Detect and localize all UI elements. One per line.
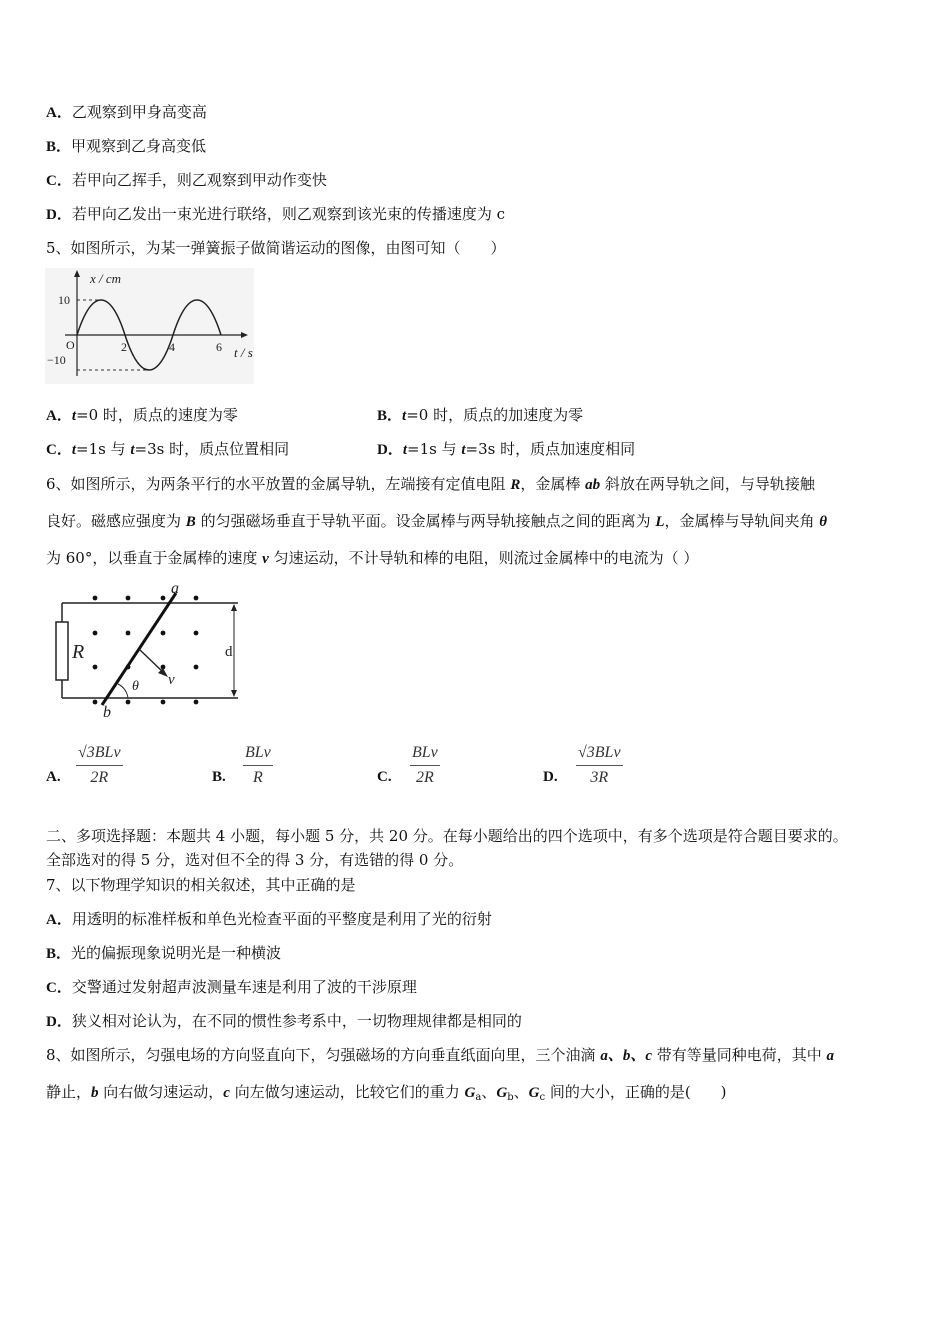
q7-option-a — [46, 909, 492, 930]
q4-option-a — [46, 102, 207, 123]
fraction-numerator: √3BLv — [76, 744, 123, 766]
y-tick-bottom: −10 — [47, 353, 66, 367]
var-t: t — [71, 442, 77, 458]
text: 向左做匀速运动，比较它们的重力 — [229, 1083, 465, 1101]
fraction-denominator: R — [253, 769, 263, 786]
x-tick-6: 6 — [216, 340, 222, 354]
option-letter: A. — [46, 769, 61, 785]
q4-option-b — [46, 136, 206, 157]
var-t: t — [130, 442, 135, 458]
resistor — [56, 622, 68, 680]
var-abc: a、b、c — [600, 1048, 652, 1064]
velocity-label: v — [168, 672, 175, 688]
x-tick-4: 4 — [169, 340, 175, 354]
option-letter: D． — [46, 1014, 72, 1030]
y-tick-top: 10 — [58, 293, 70, 307]
q4-option-d — [46, 204, 505, 225]
option-letter: D． — [46, 207, 72, 223]
angle-arc — [118, 684, 128, 698]
q7-option-b — [46, 943, 281, 964]
var-L: L — [655, 514, 665, 530]
option-letter: B． — [46, 946, 72, 962]
fraction-numerator: √3BLv — [576, 744, 623, 766]
q6-option-c-fraction — [410, 744, 440, 787]
separator: 、 — [513, 1083, 529, 1101]
var-t: t — [402, 442, 408, 458]
q5-stem: 5、如图所示，为某一弹簧振子做简谐运动的图像，由图可知（ ） — [46, 239, 506, 257]
text: ，金属棒与导轨间夹角 — [664, 512, 820, 530]
option-letter: C． — [46, 980, 72, 996]
var-b: b — [91, 1085, 99, 1101]
option-text: =3s 时，质点加速度相同 — [465, 440, 636, 458]
option-text: =1s 与 — [76, 440, 131, 458]
var-ab: ab — [585, 477, 601, 493]
section2-heading-line-1: 二、多项选择题：本题共 4 小题，每小题 5 分，共 20 分。在每小题给出的四个选项中，有多个选项是符合题目要求的。 — [46, 827, 848, 845]
q7-option-d — [46, 1011, 522, 1032]
option-letter: C． — [46, 442, 72, 458]
var-G: G — [464, 1085, 476, 1101]
section2-heading-line-2: 全部选对的得 5 分，选对但不全的得 3 分，有选错的得 0 分。 — [46, 851, 464, 869]
option-letter: A． — [46, 408, 72, 424]
q4-option-c — [46, 170, 327, 191]
option-text: 狭义相对论认为，在不同的惯性参考系中，一切物理规律都是相同的 — [71, 1012, 522, 1030]
fraction-denominator: 2R — [416, 769, 434, 786]
q6-stem-line-3 — [46, 548, 698, 569]
q6-option-b-fraction — [243, 744, 273, 787]
text: 向右做匀速运动， — [98, 1083, 224, 1101]
var-t: t — [71, 408, 77, 424]
fraction-numerator: BLv — [410, 744, 440, 766]
x-tick-2: 2 — [121, 340, 127, 354]
text: 6、如图所示，为两条平行的水平放置的金属导轨，左端接有定值电阻 — [46, 475, 511, 493]
q6-stem-line-1 — [46, 474, 815, 495]
graph-background — [45, 268, 254, 384]
subscript-c: c — [539, 1092, 546, 1103]
option-letter: C． — [46, 173, 72, 189]
option-letter: B. — [212, 769, 226, 785]
d-arrow-top — [231, 604, 237, 611]
q5-option-d — [377, 439, 635, 460]
subscript-a: a — [475, 1092, 482, 1103]
var-G: G — [496, 1085, 508, 1101]
angle-theta-label: θ — [132, 679, 139, 694]
option-text: 若甲向乙发出一束光进行联络，则乙观察到该光束的传播速度为 c — [71, 205, 506, 223]
text: 静止， — [46, 1083, 92, 1101]
option-text: =0 时，质点的加速度为零 — [406, 406, 584, 424]
x-axis-label: t / s — [234, 345, 253, 360]
rail-circuit-figure — [50, 580, 250, 720]
text: 带有等量同种电荷，其中 — [652, 1046, 827, 1064]
option-letter: A． — [46, 912, 72, 928]
fraction-denominator: 3R — [590, 769, 609, 786]
q6-stem-line-2 — [46, 511, 827, 532]
option-letter: C. — [377, 769, 392, 785]
option-text: 乙观察到甲身高变高 — [71, 103, 207, 121]
q5-option-b — [377, 405, 583, 426]
option-text: =0 时，质点的速度为零 — [76, 406, 238, 424]
var-c: c — [223, 1085, 230, 1101]
var-t: t — [461, 442, 466, 458]
var-a: a — [826, 1048, 835, 1064]
option-letter: D. — [543, 769, 558, 785]
text: 为 60°，以垂直于金属棒的速度 — [46, 549, 263, 567]
q6-option-a-letter — [46, 766, 61, 787]
text: 间的大小，正确的是( ) — [545, 1083, 727, 1101]
q8-stem-line-2 — [46, 1082, 727, 1108]
y-axis-label: x / cm — [90, 271, 122, 286]
text: 良好。磁感应强度为 — [46, 512, 186, 530]
option-letter: D． — [377, 442, 403, 458]
q7-stem: 7、以下物理学知识的相关叙述，其中正确的是 — [46, 876, 356, 894]
magnetic-field-dots — [93, 596, 199, 705]
text: 斜放在两导轨之间，与导轨接触 — [600, 475, 815, 493]
q5-option-c — [46, 439, 289, 460]
option-text: 用透明的标准样板和单色光检查平面的平整度是利用了光的衍射 — [71, 910, 492, 928]
origin-label: O — [66, 338, 75, 352]
var-R: R — [510, 477, 521, 493]
q8-stem-line-1 — [46, 1045, 834, 1066]
subscript-b: b — [507, 1092, 514, 1103]
q6-option-c-letter — [377, 766, 392, 787]
shm-graph-figure — [45, 268, 254, 384]
fraction-numerator: BLv — [243, 744, 273, 766]
q6-option-b-letter — [212, 766, 226, 787]
rod-end-b-label: b — [103, 704, 111, 720]
q7-option-c — [46, 977, 417, 998]
text: 匀速运动，不计导轨和棒的电阻，则流过金属棒中的电流为（ ） — [268, 549, 699, 567]
var-B: B — [185, 514, 196, 530]
var-theta: θ — [819, 514, 828, 530]
text: ，金属棒 — [520, 475, 586, 493]
q6-option-d-letter — [543, 766, 558, 787]
rod-end-a-label: a — [171, 580, 179, 597]
option-text: 甲观察到乙身高变低 — [71, 137, 207, 155]
option-text: =3s 时，质点位置相同 — [134, 440, 290, 458]
fraction-denominator: 2R — [90, 769, 109, 786]
separator: 、 — [481, 1083, 497, 1101]
option-text: =1s 与 — [407, 440, 462, 458]
var-G: G — [528, 1085, 540, 1101]
option-text: 若甲向乙挥手，则乙观察到甲动作变快 — [71, 171, 327, 189]
q6-option-d-fraction — [576, 744, 623, 787]
text: 8、如图所示，匀强电场的方向竖直向下，匀强磁场的方向垂直纸面向里，三个油滴 — [46, 1046, 601, 1064]
option-letter: B． — [377, 408, 403, 424]
text: 的匀强磁场垂直于导轨平面。设金属棒与两导轨接触点之间的距离为 — [195, 512, 656, 530]
option-text: 光的偏振现象说明光是一种横波 — [71, 944, 282, 962]
option-letter: B． — [46, 139, 72, 155]
option-letter: A． — [46, 105, 72, 121]
resistor-label: R — [72, 641, 85, 663]
var-t: t — [402, 408, 407, 424]
option-text: 交警通过发射超声波测量车速是利用了波的干涉原理 — [71, 978, 417, 996]
d-arrow-bottom — [231, 690, 237, 697]
q5-option-a — [46, 405, 238, 426]
var-v: v — [262, 551, 269, 567]
velocity-arrow — [139, 649, 164, 673]
q6-option-a-fraction — [76, 744, 123, 787]
d-label: d — [225, 644, 233, 660]
